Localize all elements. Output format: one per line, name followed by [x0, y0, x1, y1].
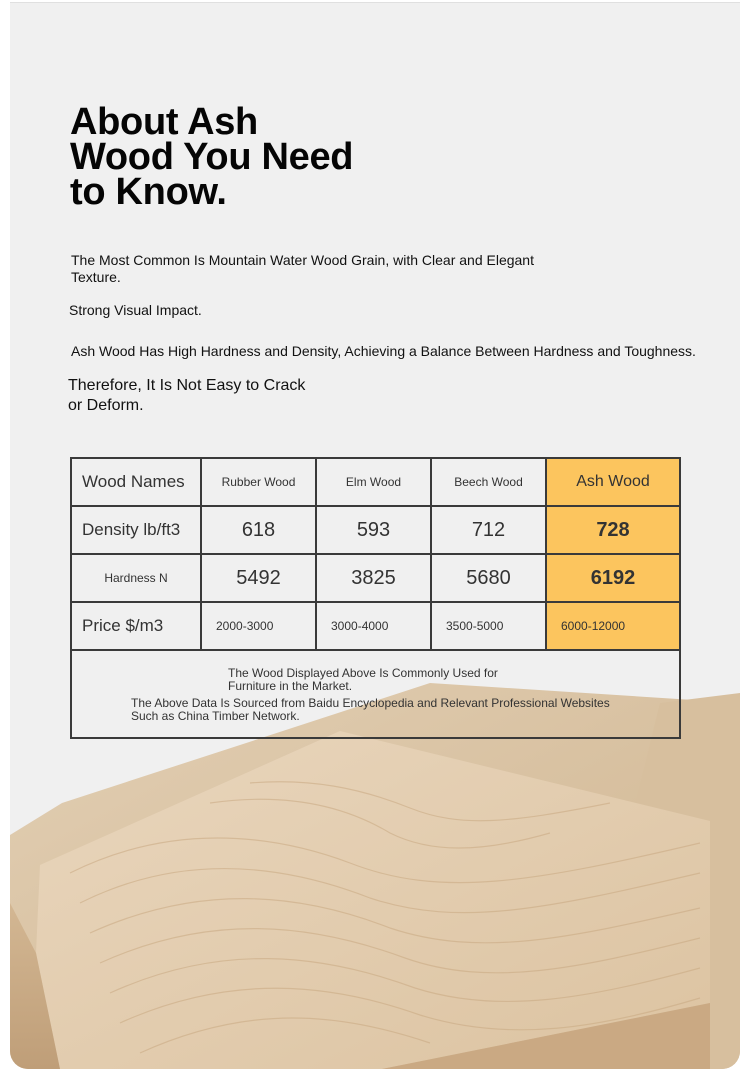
density-cell: 712 — [431, 506, 546, 554]
table-row — [71, 458, 680, 506]
density-cell: 593 — [316, 506, 431, 554]
hardness-cell: 5492 — [201, 554, 316, 602]
hardness-cell: 5680 — [431, 554, 546, 602]
row-header-wood-names: Wood Names — [71, 458, 201, 506]
price-cell: 3500-5000 — [431, 602, 546, 650]
table-row — [71, 506, 680, 554]
wood-name-cell-ash: Ash Wood — [546, 458, 680, 506]
intro-paragraph-impact: Strong Visual Impact. — [69, 302, 202, 318]
wood-name-cell: Elm Wood — [316, 458, 431, 506]
table-row — [71, 650, 680, 738]
content-card — [10, 2, 740, 1069]
row-header-hardness: Hardness N — [71, 554, 201, 602]
wood-name-cell: Beech Wood — [431, 458, 546, 506]
intro-paragraph-hardness: Ash Wood Has High Hardness and Density, Achieving a Balance Between Hardness and Toughness. — [71, 343, 696, 359]
density-cell: 618 — [201, 506, 316, 554]
table-notes — [71, 650, 680, 738]
density-cell-ash: 728 — [546, 506, 680, 554]
row-header-density: Density lb/ft3 — [71, 506, 201, 554]
table-row — [71, 554, 680, 602]
note-source: The Above Data Is Sourced from Baidu Encyclopedia and Relevant Professional Websites Such as China Timber Network. — [131, 696, 610, 723]
intro-paragraph-grain: The Most Common Is Mountain Water Wood Grain, with Clear and Elegant Texture. — [71, 252, 534, 285]
price-cell: 3000-4000 — [316, 602, 431, 650]
note-usage: The Wood Displayed Above Is Commonly Used for Furniture in the Market. — [228, 666, 498, 693]
price-cell-ash: 6000-12000 — [546, 602, 680, 650]
row-header-price: Price $/m3 — [71, 602, 201, 650]
wood-name-cell: Rubber Wood — [201, 458, 316, 506]
wood-comparison-table — [70, 457, 681, 739]
price-cell: 2000-3000 — [201, 602, 316, 650]
table-row — [71, 602, 680, 650]
hardness-cell: 3825 — [316, 554, 431, 602]
hardness-cell-ash: 6192 — [546, 554, 680, 602]
intro-paragraph-deform: Therefore, It Is Not Easy to Crack or Deform. — [68, 377, 306, 414]
page-title: About Ash Wood You Need to Know. — [70, 101, 354, 213]
